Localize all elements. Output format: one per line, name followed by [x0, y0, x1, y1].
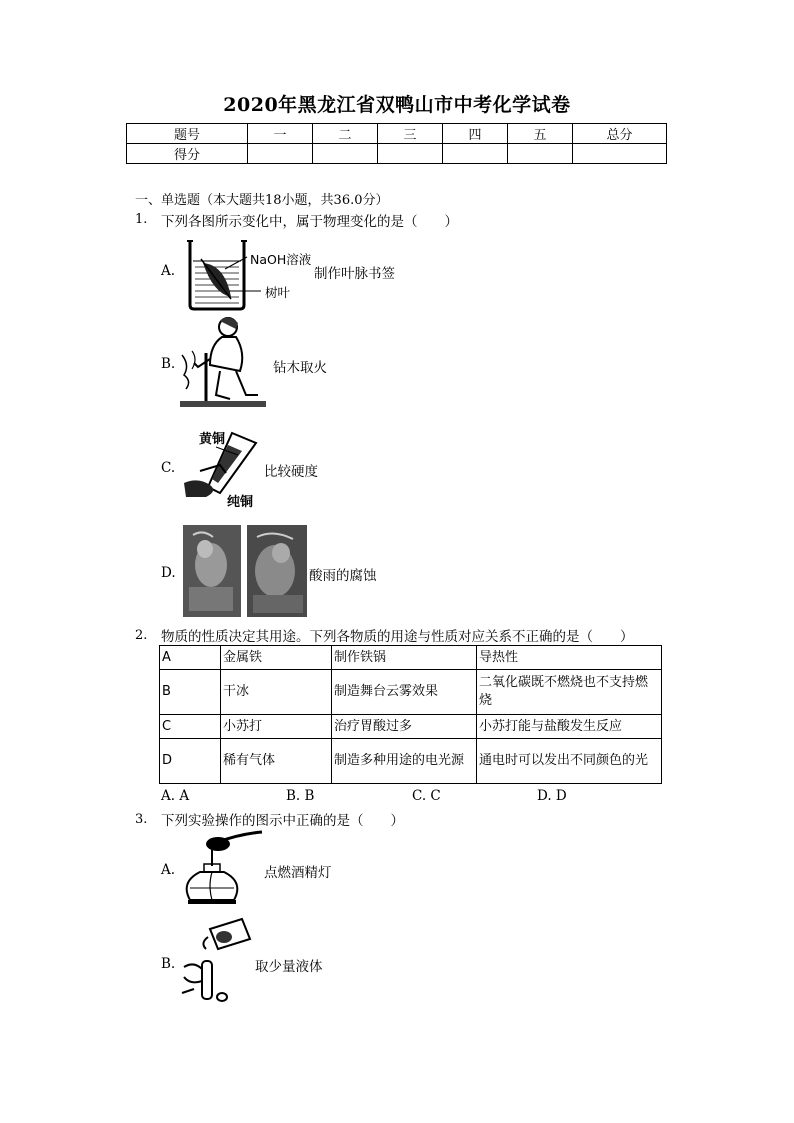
option-letter: A.	[161, 263, 176, 279]
answer-choice-a: A. A	[161, 788, 190, 804]
beaker-leaf-illustration	[185, 235, 325, 315]
option-letter: D.	[161, 565, 176, 581]
option-letter: C.	[161, 460, 176, 476]
table-cell: 通电时可以发出不同颜色的光	[477, 739, 662, 784]
question-number: 2.	[135, 628, 148, 643]
score-header-cell: 题号	[127, 124, 248, 144]
section-heading: 一、单选题（本大题共18小题，共36.0分）	[135, 193, 389, 208]
option-letter: A.	[161, 862, 176, 878]
acid-rain-photo	[183, 525, 307, 617]
option-caption: 钻木取火	[273, 360, 327, 376]
score-table-header-row	[127, 124, 667, 144]
score-header-cell: 一	[248, 124, 313, 144]
table-cell: 制造舞台云雾效果	[332, 670, 477, 715]
question-stem: 下列实验操作的图示中正确的是（ ）	[161, 813, 404, 829]
score-cell	[378, 144, 443, 164]
score-row-label: 得分	[127, 144, 248, 164]
table-row	[160, 670, 662, 715]
table-row	[160, 739, 662, 784]
question-number: 3.	[135, 812, 148, 827]
answer-choice-d: D. D	[537, 788, 567, 804]
table-cell: 干冰	[221, 670, 332, 715]
option-letter: B.	[161, 356, 176, 372]
score-header-cell: 总分	[573, 124, 667, 144]
hardness-label-brass: 黄铜	[199, 432, 226, 447]
answer-choice-c: C. C	[412, 788, 441, 804]
table-cell: 二氧化碳既不燃烧也不支持燃烧	[477, 670, 662, 715]
beaker-label-naoh: NaOH溶液	[250, 252, 312, 267]
option-caption: 比较硬度	[264, 464, 318, 480]
score-cell	[508, 144, 573, 164]
alcohol-lamp-illustration	[180, 830, 265, 910]
table-cell: 制作铁锅	[332, 646, 477, 670]
beaker-label-leaf: 树叶	[265, 285, 291, 300]
option-caption: 取少量液体	[255, 959, 323, 975]
table-cell: 金属铁	[221, 646, 332, 670]
question-stem: 下列各图所示变化中，属于物理变化的是（ ）	[161, 214, 458, 230]
table-cell: 导热性	[477, 646, 662, 670]
liquid-pouring-illustration	[180, 915, 260, 1007]
option-letter: B.	[161, 956, 176, 972]
score-table-score-row	[127, 144, 667, 164]
score-header-cell: 二	[313, 124, 378, 144]
score-cell	[313, 144, 378, 164]
table-row	[160, 715, 662, 739]
table-cell: 小苏打能与盐酸发生反应	[477, 715, 662, 739]
score-table	[126, 123, 667, 164]
question-stem: 物质的性质决定其用途。下列各物质的用途与性质对应关系不正确的是（ ）	[161, 629, 634, 645]
page-title: 2020年黑龙江省双鸭山市中考化学试卷	[223, 94, 571, 116]
option-caption: 点燃酒精灯	[264, 865, 332, 881]
score-cell	[573, 144, 667, 164]
table-cell: 稀有气体	[221, 739, 332, 784]
table-cell: 治疗胃酸过多	[332, 715, 477, 739]
score-cell	[443, 144, 508, 164]
drilling-fire-illustration	[180, 315, 270, 410]
option-caption: 制作叶脉书签	[314, 266, 395, 282]
table-cell: 制造多种用途的电光源	[332, 739, 477, 784]
table-cell: A	[160, 646, 221, 670]
table-cell: C	[160, 715, 221, 739]
option-caption: 酸雨的腐蚀	[309, 568, 377, 584]
score-header-cell: 三	[378, 124, 443, 144]
score-cell	[248, 144, 313, 164]
table-cell: B	[160, 670, 221, 715]
answer-choice-b: B. B	[286, 788, 315, 804]
property-use-table	[159, 645, 662, 784]
question-number: 1.	[135, 212, 148, 227]
table-cell: D	[160, 739, 221, 784]
table-cell: 小苏打	[221, 715, 332, 739]
table-row	[160, 646, 662, 670]
score-header-cell: 四	[443, 124, 508, 144]
score-header-cell: 五	[508, 124, 573, 144]
hardness-label-copper: 纯铜	[227, 495, 254, 510]
